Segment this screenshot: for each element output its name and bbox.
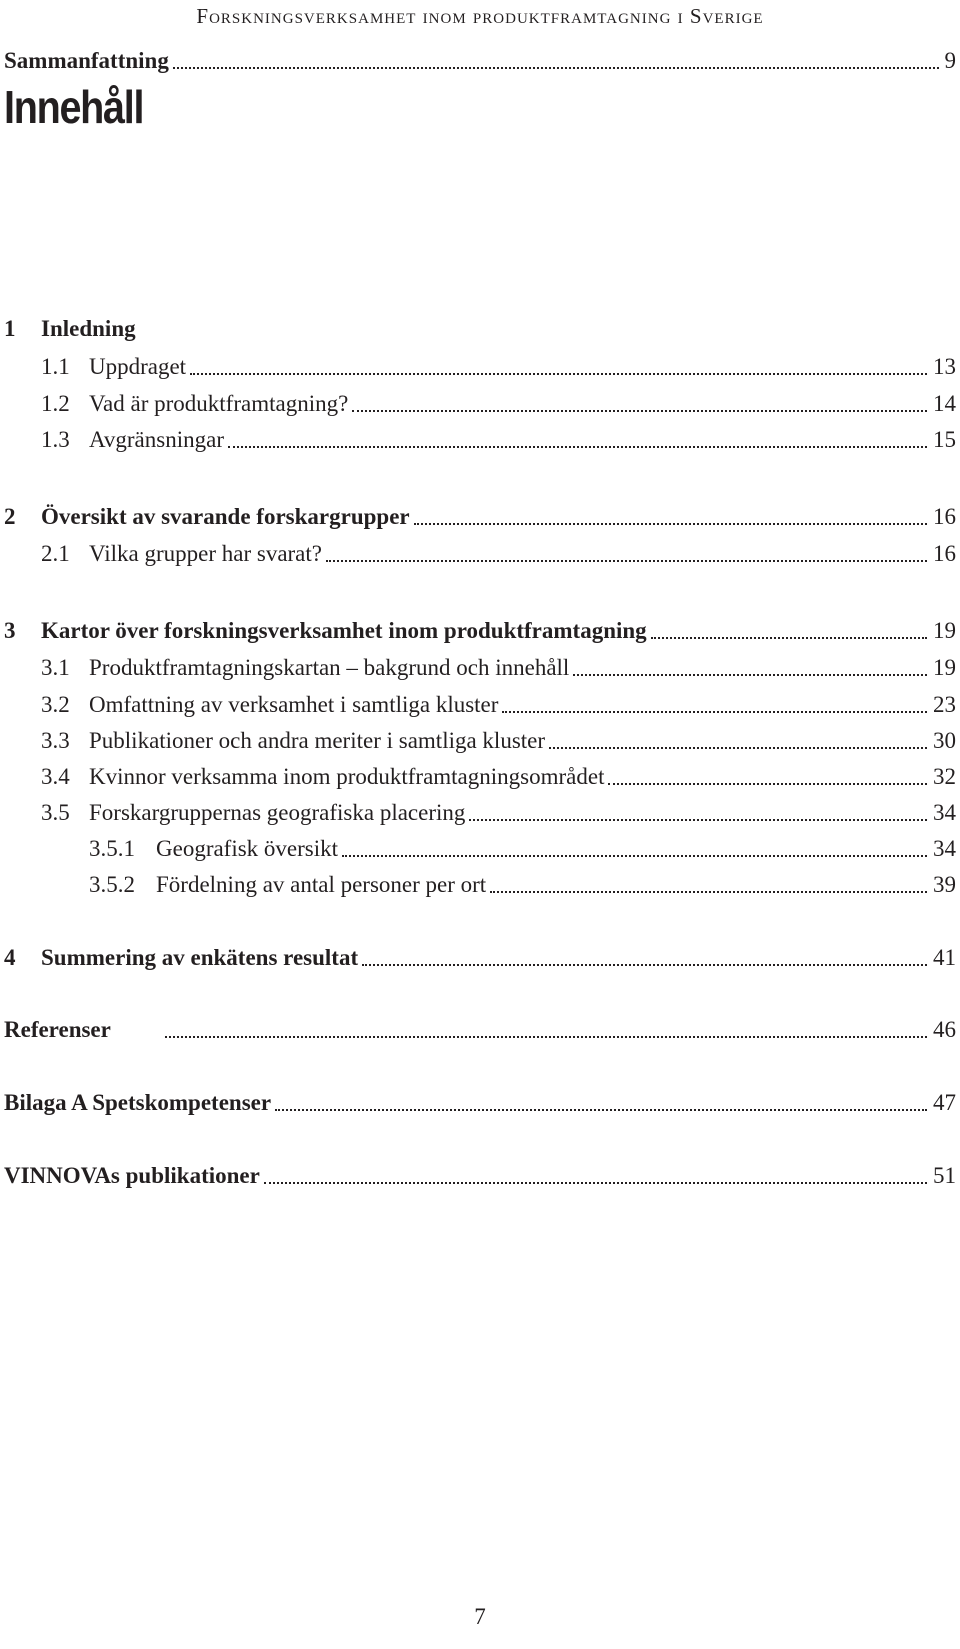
toc-entry-number: 2.1: [41, 541, 70, 566]
toc-entry-uppdraget[interactable]: [0, 352, 960, 382]
toc-entry-geografisk-oversikt[interactable]: [0, 834, 960, 864]
toc-entry-title: Fördelning av antal personer per ort: [156, 872, 487, 897]
toc-entry-page: 15: [933, 427, 956, 452]
toc-entry-label: [41, 762, 604, 792]
dot-leader: [173, 65, 939, 69]
toc-entry-title: Kvinnor verksamma inom produktframtagningsområdet: [89, 764, 605, 789]
dot-leader: [352, 408, 927, 412]
toc-entry-label: [41, 653, 569, 683]
dot-leader: [549, 745, 927, 749]
toc-entry-label: [4, 46, 169, 76]
toc-entry-page: 47: [933, 1090, 956, 1115]
toc-entry-geografiska-placering[interactable]: [0, 798, 960, 828]
toc-entry-label: [41, 798, 465, 828]
toc-entry-label: [41, 539, 322, 569]
toc-entry-label: [4, 502, 410, 532]
toc-entry-title: Sammanfattning: [4, 48, 169, 73]
toc-entry-title: Vad är produktframtagning?: [89, 391, 349, 416]
toc-entry-page: 13: [933, 354, 956, 379]
toc-entry-page: 46: [933, 1017, 956, 1042]
toc-entry-label: [41, 352, 186, 382]
toc-entry-referenser[interactable]: [0, 1015, 960, 1045]
toc-entry-page: 16: [933, 541, 956, 566]
toc-entry-label: [4, 1161, 260, 1191]
toc-entry-number: 2: [4, 504, 16, 529]
dot-leader: [608, 781, 927, 785]
dot-leader: [362, 962, 927, 966]
toc-entry-label: [41, 690, 498, 720]
toc-entry-vinnova-publikationer[interactable]: [0, 1161, 960, 1191]
toc-entry-number: 3.1: [41, 655, 70, 680]
toc-entry-title: Publikationer och andra meriter i samtliga kluster: [89, 728, 546, 753]
toc-entry-number: 3.5.2: [89, 872, 135, 897]
toc-entry-number: 3.5.1: [89, 836, 135, 861]
toc-entry-kvinnor[interactable]: [0, 762, 960, 792]
toc-entry-label: [89, 834, 338, 864]
toc-entry-number: 3.4: [41, 764, 70, 789]
dot-leader: [651, 635, 927, 639]
page-number: 7: [474, 1604, 486, 1629]
toc-entry-number: 4: [4, 945, 16, 970]
toc-entry-bilaga-a[interactable]: [0, 1088, 960, 1118]
toc-entry-page: 41: [933, 945, 956, 970]
dot-leader: [326, 558, 927, 562]
toc-entry-avgransningar[interactable]: [0, 425, 960, 455]
toc-entry-label: [4, 616, 647, 646]
toc-entry-number: 1.1: [41, 354, 70, 379]
toc-entry-summering[interactable]: [0, 943, 960, 973]
toc-entry-title: Referenser: [4, 1017, 111, 1042]
toc-entry-vilka-grupper[interactable]: [0, 539, 960, 569]
toc-entry-number: 3.2: [41, 692, 70, 717]
toc-entry-title: Inledning: [41, 316, 136, 341]
toc-entry-label: [4, 314, 136, 344]
dot-leader: [264, 1180, 927, 1184]
toc-entry-label: [4, 1088, 271, 1118]
toc-entry-title: Bilaga A Spetskompetenser: [4, 1090, 272, 1115]
toc-entry-vad-ar-produktframtagning[interactable]: [0, 389, 960, 419]
dot-leader: [165, 1034, 927, 1038]
dot-leader: [502, 709, 927, 713]
toc-entry-page: 34: [933, 836, 956, 861]
dot-leader: [342, 853, 927, 857]
toc-entry-sammanfattning[interactable]: [0, 46, 960, 76]
toc-entry-label: [41, 425, 224, 455]
toc-entry-label: [4, 943, 358, 973]
dot-leader: [469, 817, 927, 821]
toc-entry-oversikt[interactable]: [0, 502, 960, 532]
toc-entry-fordelning[interactable]: [0, 870, 960, 900]
toc-entry-title: Produktframtagningskartan – bakgrund och innehåll: [89, 655, 570, 680]
toc-entry-number: 3.5: [41, 800, 70, 825]
toc-entry-label: [41, 726, 545, 756]
toc-entry-label: [4, 1015, 161, 1045]
toc-entry-page: 30: [933, 728, 956, 753]
dot-leader: [190, 371, 927, 375]
dot-leader: [275, 1107, 927, 1111]
dot-leader: [573, 672, 927, 676]
toc-entry-title: Avgränsningar: [89, 427, 224, 452]
toc-entry-label: [89, 870, 486, 900]
toc-entry-title: Översikt av svarande forskargrupper: [41, 504, 410, 529]
toc-entry-inledning[interactable]: [0, 314, 960, 344]
toc-entry-title: VINNOVAs publikationer: [4, 1163, 260, 1188]
toc-entry-title: Vilka grupper har svarat?: [89, 541, 322, 566]
toc-entry-page: 14: [933, 391, 956, 416]
toc-entry-number: 3.3: [41, 728, 70, 753]
toc-entry-number: 1.3: [41, 427, 70, 452]
toc-entry-publikationer[interactable]: [0, 726, 960, 756]
toc-entry-title: Geografisk översikt: [156, 836, 339, 861]
toc-entry-page: 51: [933, 1163, 956, 1188]
toc-entry-page: 9: [944, 48, 956, 73]
toc-entry-page: 19: [933, 618, 956, 643]
dot-leader: [490, 889, 927, 893]
toc-entry-page: 32: [933, 764, 956, 789]
toc-entry-page: 39: [933, 872, 956, 897]
toc-entry-omfattning[interactable]: [0, 690, 960, 720]
toc-entry-page: 34: [933, 800, 956, 825]
toc-entry-number: 1.2: [41, 391, 70, 416]
toc-entry-produktframtagningskartan[interactable]: [0, 653, 960, 683]
toc-entry-number: 3: [4, 618, 16, 643]
toc-entry-title: Kartor över forskningsverksamhet inom produktframtagning: [41, 618, 647, 643]
dot-leader: [414, 521, 927, 525]
toc-entry-label: [41, 389, 348, 419]
toc-entry-number: 1: [4, 316, 16, 341]
page-title: Innehåll: [4, 81, 144, 133]
toc-entry-page: 16: [933, 504, 956, 529]
toc-entry-page: 23: [933, 692, 956, 717]
toc-entry-title: Uppdraget: [89, 354, 187, 379]
toc-entry-title: Forskargruppernas geografiska placering: [89, 800, 466, 825]
toc-entry-title: Omfattning av verksamhet i samtliga kluster: [89, 692, 499, 717]
toc-entry-title: Summering av enkätens resultat: [41, 945, 359, 970]
toc-entry-page: 19: [933, 655, 956, 680]
dot-leader: [228, 444, 927, 448]
toc-entry-kartor[interactable]: [0, 616, 960, 646]
running-header: Forskningsverksamhet inom produktframtagning i Sverige: [196, 4, 764, 28]
